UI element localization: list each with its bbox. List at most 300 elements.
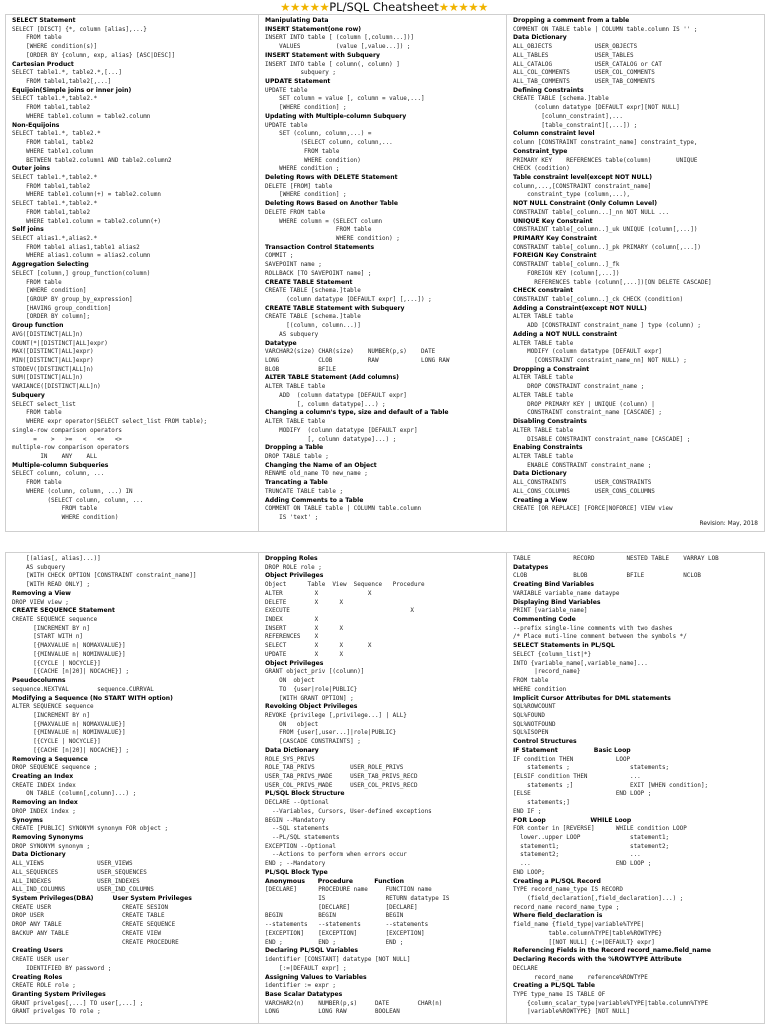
code-line: FROM table [12, 410, 62, 417]
stars-left-icon: ★★★★★ [280, 0, 330, 14]
section-heading: Data Dictionary [265, 746, 319, 754]
code-line: [{MAXVALUE n| NOMAXVALUE}] [12, 643, 126, 650]
code-line: [WHERE condition] ; [265, 192, 347, 199]
code-line: subquery ; [265, 70, 336, 77]
code-line: ALL_VIEWS USER_VIEWS [12, 861, 133, 868]
section-heading: Creating an Index [12, 772, 74, 780]
code-line: WHERE condition) [12, 514, 119, 521]
code-line: multiple-row comparison operators [12, 445, 130, 452]
code-line: TO {user|role|PUBLIC} [265, 686, 358, 693]
section-heading: Constraint_type [513, 147, 568, 155]
code-line: [WITH CHECK OPTION [CONSTRAINT constraint_name]] [12, 573, 197, 580]
code-line: [(alias[, alias]...)] [12, 556, 101, 562]
code-line: record_name reference%ROWTYPE [513, 974, 648, 981]
code-line: ALTER TABLE table [265, 384, 326, 391]
code-line: identifier := expr ; [265, 983, 336, 990]
code-line: DROP USER CREATE TABLE [12, 913, 165, 920]
code-line: [WHERE condition] [12, 288, 87, 295]
stars-right-icon: ★★★★★ [438, 0, 488, 14]
section-heading: NOT NULL Constraint (Only Column Level) [513, 200, 657, 208]
code-line: --prefix single-line comments with two dashes [513, 625, 673, 632]
code-line: RENAME old_name TO new_name ; [265, 471, 368, 478]
code-line: END ; --Mandatory [265, 861, 326, 868]
section-heading: ALTER TABLE Statement (Add columns) [265, 374, 399, 382]
code-line: CONSTRAINT constraint_name [CASCADE] ; [513, 410, 662, 417]
section-heading: Modifying a Sequence (No START WITH option) [12, 694, 173, 702]
code-line: INTO {variable_name[,variable_name]... [513, 660, 648, 667]
code-line: ON object [265, 721, 319, 728]
code-line: statement1; statement2; [513, 843, 670, 850]
code-line: UPDATE table [265, 122, 308, 129]
code-line: ALL_TAB_COMMENTS USER_TAB_COMMENTS [513, 79, 655, 86]
code-line: CONSTRAINT table[_column..]_uk UNIQUE (column[,...]) [513, 227, 698, 234]
code-line: ALTER TABLE table [513, 392, 574, 399]
code-line: COUNT(*|[DISTINCT|ALL]expr) [12, 340, 108, 347]
code-line: DECLARE [513, 965, 538, 972]
code-line: field_name {field_type|variable%TYPE| [513, 922, 645, 929]
code-line: |record_name} [513, 669, 581, 676]
code-line: WHERE condition) ; [265, 235, 400, 242]
code-line: (SELECT column, column, ... [12, 497, 144, 504]
section-heading: Data Dictionary [513, 470, 567, 478]
section-heading: Adding a Constraint(except NOT NULL) [513, 304, 647, 312]
title-text: PL/SQL Cheatsheet [329, 0, 439, 14]
code-line: VARCHAR2(n) NUMBER(p,s) DATE CHAR(n) [265, 1000, 443, 1007]
section-heading: Datatype [265, 339, 297, 347]
section-heading: Declaring PL/SQL Variables [265, 947, 358, 955]
section-heading: Trancating a Table [265, 479, 328, 487]
code-line: FROM table [513, 678, 549, 685]
code-line: [{MINVALUE n| NOMINVALUE}] [12, 651, 126, 658]
code-line: CREATE ROLE role ; [12, 983, 76, 990]
page2-column-2 [258, 553, 506, 1023]
code-line: BLOB BFILE [265, 366, 336, 373]
section-heading: Deleting Rows Based on Another Table [265, 200, 398, 208]
code-line: DROP VIEW view ; [12, 599, 69, 606]
code-line: {column_scalar_type|variable%TYPE|table.column%TYPE [513, 1000, 709, 1007]
code-line: DROP TABLE table ; [265, 453, 329, 460]
section-heading: UNIQUE Key Constraint [513, 217, 593, 225]
code-line: VARCHAR2(size) CHAR(size) NUMBER(p,s) DATE [265, 349, 436, 356]
code-line: [ELSE END LOOP ; [513, 791, 652, 798]
page1-column-2 [258, 15, 506, 531]
code-line: STDDEV([DISTINCT|ALL]n) [12, 366, 94, 373]
section-heading: Creating a View [513, 496, 568, 504]
section-heading: Outer joins [12, 165, 51, 173]
section-heading: INSERT Statement with Subquery [265, 51, 380, 59]
code-line: [WITH GRANT OPTION] ; [265, 695, 354, 702]
section-heading: Adding a NOT NULL constraint [513, 330, 618, 338]
code-line: (SELECT column, column,... [265, 140, 393, 147]
code-line: FROM table [265, 148, 340, 155]
code-line: GRANT privelges[,...] TO user[,...] ; [12, 1000, 144, 1007]
code-line: ALTER SEQUENCE sequence [12, 704, 94, 711]
code-line: FROM table [265, 227, 372, 234]
code-line: MODIFY (column datatype [DEFAULT expr] [265, 427, 418, 434]
code-line: DROP ROLE role ; [265, 564, 322, 571]
section-heading: Displaying Bind Variables [513, 598, 601, 606]
code-line: END ; END ; END ; [265, 939, 404, 946]
section-heading: Multiple-column Subqueries [12, 461, 109, 469]
code-line: SELECT X X X [265, 643, 372, 650]
code-line: SQL%FOUND [513, 712, 545, 719]
code-line: ADD [CONSTRAINT constraint_name ] type (column) ; [513, 323, 701, 330]
code-line: AVG([DISTINCT|ALL]n) [12, 331, 83, 338]
section-heading: Revoking Object Privileges [265, 703, 358, 711]
section-heading: Creating Roles [12, 973, 63, 981]
section-heading: Referencing Fields in the Record record_name.field_name [513, 947, 712, 955]
code-line: SELECT alias1.*,alias2.* [12, 235, 98, 242]
code-line: [{CACHE [n|20]| NOCACHE}] ; [12, 747, 130, 754]
section-heading: Column constraint level [513, 130, 595, 138]
code-line: DISABLE CONSTRAINT constraint_name [CASCADE] ; [513, 436, 691, 443]
code-line: END LOOP; [513, 869, 545, 876]
section-heading: Changing a column's type, size and default of a Table [265, 409, 449, 417]
code-line: constraint_type (column,...), [513, 192, 631, 199]
code-line: COMMENT ON TABLE table | COLUMN table.column IS '' ; [513, 26, 698, 33]
code-line: record_name record_name_type ; [513, 904, 620, 911]
code-line: ROLE_TAB_PRIVS USER_ROLE_PRIVS [265, 765, 404, 772]
code-line: lower..upper LOOP statement1; [513, 835, 670, 841]
code-line: [:=|DEFAULT expr] ; [265, 965, 347, 972]
code-line: --PL/SQL statements [265, 835, 340, 841]
code-line: [CASCADE CONSTRAINTS] ; [265, 739, 361, 746]
code-line: IF condition THEN LOOP [513, 756, 631, 763]
code-line: column,...,[CONSTRAINT constraint_name] [513, 183, 652, 190]
code-line: SELECT table1.*,table2.* [12, 174, 98, 181]
code-line: [table_constraint][,...]) ; [513, 122, 638, 129]
code-line: TABLE RECORD NESTED TABLE VARRAY LOB [513, 556, 719, 562]
section-heading: Data Dictionary [12, 851, 66, 859]
section-heading: System Privileges(DBA) User System Privileges [12, 895, 192, 903]
code-line: ROLLBACK [TO SAVEPOINT name] ; [265, 270, 372, 277]
code-line: [[NOT NULL] {:=|DEFAULT} expr] [513, 939, 655, 946]
code-line: SELECT [column,] group_function(column) [12, 270, 151, 277]
code-line: FROM table1,table2 [12, 183, 91, 190]
section-heading: Non-Equijoins [12, 121, 60, 129]
code-line: statements;] [513, 800, 570, 807]
section-heading: Control Structures [513, 738, 577, 746]
section-heading: Aggregation Selecting [12, 261, 89, 269]
section-heading: Implicit Cursor Attributes for DML statements [513, 694, 671, 702]
code-line: [DECLARE] [DECLARE] [265, 904, 418, 911]
section-heading: Removing a Sequence [12, 755, 88, 763]
code-line: [INCREMENT BY n] [12, 625, 91, 632]
code-line: statements ;] EXIT [WHEN condition]; [513, 782, 709, 789]
section-heading: Creating Bind Variables [513, 581, 595, 589]
code-line: [WITH READ ONLY] ; [12, 582, 91, 589]
section-heading: Data Dictionary [513, 34, 567, 42]
code-line: REFERENCES X [265, 634, 319, 641]
code-line: SELECT table1.*,table2.* [12, 96, 98, 103]
section-heading: Table constraint level(except NOT NULL) [513, 173, 653, 181]
section-heading: Object Privileges [265, 659, 324, 667]
section-heading: UPDATE Statement [265, 78, 331, 86]
code-line: [CONSTRAINT constraint_name_nn] NOT NULL) ; [513, 358, 687, 365]
code-line: --SQL statements [265, 826, 329, 833]
section-heading: Dropping a Table [265, 444, 324, 452]
code-line: CLOB BLOB BFILE NCLOB [513, 573, 701, 580]
section-heading: CREATE SEQUENCE Statement [12, 607, 115, 615]
code-line: statement2; ... [513, 852, 641, 859]
code-line: CREATE INDEX index [12, 782, 76, 789]
code-line: [ORDER BY {column, exp, alias} [ASC|DESC]] [12, 52, 176, 59]
code-line: ALTER TABLE table [513, 427, 574, 434]
code-line: MIN([DISTINCT|ALL]expr) [12, 358, 94, 365]
code-line: PRIMARY KEY REFERENCES table(column) UNIQUE [513, 157, 698, 164]
section-heading: Granting System Privileges [12, 990, 106, 998]
code-line: FROM table [12, 480, 62, 487]
code-line: ALTER TABLE table [513, 314, 574, 321]
code-line: SELECT table1.*,table2.* [12, 201, 98, 208]
code-line: (column datatype [DEFAULT expr] [,...]) ; [265, 297, 432, 303]
code-line: ALL_TABLES USER_TABLES [513, 52, 634, 59]
section-heading: SELECT Statements in PL/SQL [513, 642, 615, 650]
code-line: IS RETURN datatype IS [265, 896, 450, 903]
code-line: FROM table1 alias1,table1 alias2 [12, 244, 140, 251]
section-heading: SELECT Statement [12, 17, 76, 24]
code-line: FROM table1,table2[,...] [12, 79, 112, 86]
section-heading: PRIMARY Key Constraint [513, 234, 597, 242]
code-line: INSERT INTO table [ (column [,column...])] [265, 35, 414, 42]
section-heading: Pseudocolumns [12, 677, 66, 685]
section-heading: Datatypes [513, 563, 549, 571]
code-line: UPDATE table [265, 87, 308, 94]
code-line: [{CYCLE | NOCYCLE}] [12, 739, 101, 746]
code-line: CREATE [OR REPLACE] [FORCE|NOFORCE] VIEW view [513, 506, 673, 513]
code-line: WHERE (column, column, ...) IN [12, 488, 133, 495]
code-line: COMMENT ON TABLE table | COLUMN table.column [265, 506, 422, 513]
code-line: DROP PRIMARY KEY | UNIQUE (column) | [513, 401, 655, 408]
section-heading: Changing the Name of an Object [265, 461, 377, 469]
code-line: SAVEPOINT name ; [265, 262, 322, 269]
code-line: ALL_COL_COMMENTS USER_COL_COMMENTS [513, 70, 655, 77]
code-line: AS subquery [265, 331, 319, 338]
code-line: BEGIN BEGIN BEGIN [265, 913, 404, 920]
code-line: GRANT privelges TO role ; [12, 1009, 101, 1016]
code-line: CONSTRAINT table[_column..]_fk [513, 262, 620, 269]
code-line: CREATE USER user [12, 957, 69, 964]
code-line: WHERE table1.column [12, 148, 94, 155]
section-heading: Defining Constraints [513, 86, 584, 94]
section-heading: Manipulating Data [265, 17, 329, 24]
code-line: ROLE_SYS_PRIVS [265, 756, 315, 763]
section-heading: Self joins [12, 226, 44, 234]
code-line: [(column, column...)] [265, 323, 361, 330]
code-line: CHECK (codition) [513, 166, 570, 173]
code-line: FROM table [12, 35, 62, 42]
code-line: SELECT table1.*, table2.*,[...] [12, 70, 122, 77]
code-line: BACKUP ANY TABLE CREATE VIEW [12, 930, 161, 937]
code-line: [{MAXVALUE n| NOMAXVALUE}] [12, 721, 126, 728]
section-heading: INSERT Statement(one row) [265, 25, 361, 33]
code-line: FROM table1, table2 [12, 140, 94, 147]
code-line: WHERE column = (SELECT column [265, 218, 383, 225]
section-heading: CREATE TABLE Statement [265, 278, 353, 286]
section-heading: Deleting Rows with DELETE Statement [265, 173, 398, 181]
code-line: ... END LOOP ; [513, 861, 652, 868]
section-heading: Disabling Constraints [513, 418, 587, 426]
code-line: [, column datatype]...) ; [265, 436, 397, 443]
code-line: [column_constraint],... [513, 113, 623, 120]
page1-column-3 [506, 15, 764, 531]
cheatsheet-title [5, 0, 763, 14]
code-line: ALL_SEQUENCES USER_SEQUENCES [12, 869, 147, 876]
section-heading: Base Scalar Datatypes [265, 990, 343, 998]
section-heading: Cartesian Product [12, 60, 74, 68]
code-line: WHERE table1.column = table2.column [12, 113, 151, 120]
code-line: ALL_CONS_COLUMNS USER_CONS_COLUMNS [513, 488, 655, 495]
code-line: WHERE table1.column(+) = table2.column [12, 192, 161, 199]
code-line: = > >= < <= <> [12, 436, 122, 443]
code-line: DROP SEQUENCE sequence ; [12, 765, 98, 772]
section-heading: Removing a View [12, 589, 71, 597]
code-line: [ELSIF condition THEN ... [513, 773, 641, 780]
section-heading: Subquery [12, 391, 45, 399]
code-line: INSERT X X [265, 625, 344, 632]
code-line: END IF ; [513, 808, 542, 815]
cheatsheet-page-2 [5, 552, 763, 1024]
code-line: MAX([DISTINCT|ALL]expr) [12, 349, 94, 356]
code-line: REVOKE {privilege [,privilege...] | ALL} [265, 712, 407, 719]
section-heading: Enabing Constraints [513, 444, 583, 452]
code-line: [INCREMENT BY n] [12, 712, 91, 719]
code-line: SELECT select_list [12, 401, 76, 408]
code-line: --Variables, Cursors, User-defined exceptions [265, 808, 432, 815]
code-line: CREATE [PUBLIC] SYNONYM synonym FOR object ; [12, 826, 169, 833]
code-line: CREATE TABLE [schema.]table [513, 96, 609, 103]
code-line: /* Place muti-line comment between the symbols */ [513, 634, 687, 641]
section-heading: Anonymous Procedure Function [265, 877, 404, 885]
code-line: WHERE alias1.column = alias2.column [12, 253, 151, 260]
code-line: FROM table1,table2 [12, 105, 91, 112]
code-line: DELETE X X [265, 599, 344, 606]
code-line: IN ANY ALL [12, 453, 98, 460]
code-line: column [CONSTRAINT constraint_name] constraint_type, [513, 140, 698, 147]
code-line: VARIABLE variable_name dataype [513, 590, 620, 597]
code-line: [WHERE condition] ; [265, 105, 347, 112]
page1-column-1 [6, 15, 258, 531]
code-line: SQL%NOTFOUND [513, 721, 556, 728]
code-line: SQL%ROWCOUNT [513, 704, 556, 711]
code-line: GRANT object_priv [(column)] [265, 669, 365, 676]
code-line: USER_TAB_PRIVS_MADE USER_TAB_PRIVS_RECD [265, 773, 418, 780]
code-line: BEGIN --Mandatory [265, 817, 326, 824]
section-heading: FOR Loop WHILE Loop [513, 816, 632, 824]
code-line: FOREIGN KEY (column[,...]) [513, 270, 620, 277]
code-line: (field_declaration[,field_declaration]...) ; [513, 896, 684, 903]
code-line: DROP INDEX index ; [12, 808, 76, 815]
code-line: ALL_CATALOG USER_CATALOG or CAT [513, 61, 662, 68]
code-line: DELETE FROM table [265, 209, 326, 216]
section-heading: Commenting Code [513, 616, 576, 624]
code-line: ENABLE CONSTRAINT constraint_name ; [513, 462, 652, 469]
code-line: DROP SYNONYM synonym ; [12, 843, 91, 850]
code-line: CREATE TABLE [schema.]table [265, 314, 361, 321]
section-heading: Creating a PL/SQL Table [513, 982, 595, 990]
code-line: [{CYCLE | NOCYCLE}] [12, 660, 101, 667]
section-heading: FOREIGN Key Constraint [513, 252, 597, 260]
section-heading: Removing Synonyms [12, 834, 84, 841]
code-line: SET column = value [, column = value,...] [265, 96, 425, 103]
code-line: [WHERE condition(s)] [12, 44, 98, 51]
code-line: CREATE USER CREATE SESION [12, 904, 169, 911]
code-line: IS 'text' ; [265, 514, 319, 521]
code-line: DROP CONSTRAINT constraint_name ; [513, 384, 645, 391]
code-line: ALL_INDEXES USER_INDEXES [12, 878, 140, 885]
code-line: --Actions to perform when errors occur [265, 852, 407, 859]
code-line: ALL_CONSTRAINTS USER_CONSTRAINTS [513, 480, 652, 487]
section-heading: Where field_declaration is [513, 912, 603, 920]
section-heading: Dropping Roles [265, 555, 318, 562]
section-heading: Synoyms [12, 816, 43, 824]
code-line: COMMIT ; [265, 253, 294, 260]
code-line: SUM([DISTINCT|ALL]n) [12, 375, 83, 382]
section-heading: Dropping a comment from a table [513, 17, 630, 24]
code-line: VALUES (value [,value...]) ; [265, 44, 411, 51]
code-line: table.column%TYPE|table%ROWTYPE} [513, 930, 662, 937]
code-line: ALTER TABLE table [513, 375, 574, 382]
code-line: BETWEEN table2.column1 AND table2.column2 [12, 157, 172, 164]
code-line: CONSTRAINT table[_column..]_ck CHECK (condition) [513, 297, 684, 303]
section-heading: Object Privileges [265, 572, 324, 580]
revision-note: Revision: May, 2018 [699, 521, 758, 527]
code-line: [EXCEPTION] [EXCEPTION] [EXCEPTION] [265, 930, 425, 937]
code-line: ON TABLE (column[,column]...) ; [12, 791, 137, 798]
code-line: VARIANCE([DISTINCT|ALL]n) [12, 384, 101, 391]
code-line: CREATE SEQUENCE sequence [12, 617, 98, 624]
code-line: SELECT table1.*, table2.* [12, 131, 101, 138]
section-heading: Dropping a Constraint [513, 365, 590, 373]
code-line: [ORDER BY column]; [12, 314, 91, 321]
code-line: [GROUP BY group_by_expression] [12, 297, 133, 303]
code-line: WHERE condition [513, 686, 567, 693]
code-line: FROM table1,table2 [12, 209, 91, 216]
code-line: --statements --statements --statements [265, 922, 429, 929]
code-line: DECLARE --Optional [265, 800, 329, 807]
code-line: AS subquery [12, 564, 66, 571]
code-line: UPDATE X X [265, 651, 344, 658]
code-line: CONSTRAINT table[_column...]_nn NOT NULL ... [513, 209, 670, 216]
code-line: [{CACHE [n|20]| NOCACHE}] ; [12, 669, 130, 676]
code-line: ALTER TABLE table [513, 340, 574, 347]
cheatsheet-page-1 [5, 0, 763, 532]
code-line: sequence.NEXTVAL sequence.CURRVAL [12, 686, 154, 693]
code-line: CONSTRAINT table[_column..]_pk PRIMARY (column[,...]) [513, 244, 701, 251]
code-line: FROM {user[,user...]|role|PUBLIC} [265, 730, 397, 737]
section-heading: PL/SQL Block Structure [265, 790, 345, 798]
code-line: identifier [CONSTANT] datatype [NOT NULL] [265, 957, 411, 964]
code-line: REFERENCES table (column[,...])[ON DELETE CASCADE] [513, 279, 712, 286]
code-line: SELECT [DISCT] {*, column [alias],...} [12, 26, 147, 33]
section-heading: CHECK constraint [513, 287, 574, 295]
code-line: LONG CLOB RAW LONG RAW [265, 358, 450, 365]
code-line: PRINT [variable_name] [513, 608, 588, 615]
code-line: LONG LONG RAW BOOLEAN [265, 1009, 400, 1016]
code-line: WHERE expr operator(SELECT select_list FROM table); [12, 419, 208, 426]
code-line: SQL%ISOPEN [513, 730, 549, 737]
code-line: TYPE record_name_type IS RECORD [513, 887, 623, 894]
code-line: ADD (column datatype [DEFAULT expr] [265, 392, 407, 399]
code-line: [START WITH n] [12, 634, 83, 641]
code-line: SELECT {column_list|*} [513, 651, 592, 658]
code-line: DROP ANY TABLE CREATE SEQUENCE [12, 922, 176, 929]
section-heading: IF Statement Basic Loop [513, 746, 631, 754]
section-heading: Assigning Values to Variables [265, 973, 367, 981]
code-line: ALL_IND_COLUMNS USER_IND_COLUMNS [12, 887, 154, 894]
code-line: WHERE table1.column = table2.column(+) [12, 218, 161, 225]
code-line: WHERE condition) [265, 157, 361, 164]
